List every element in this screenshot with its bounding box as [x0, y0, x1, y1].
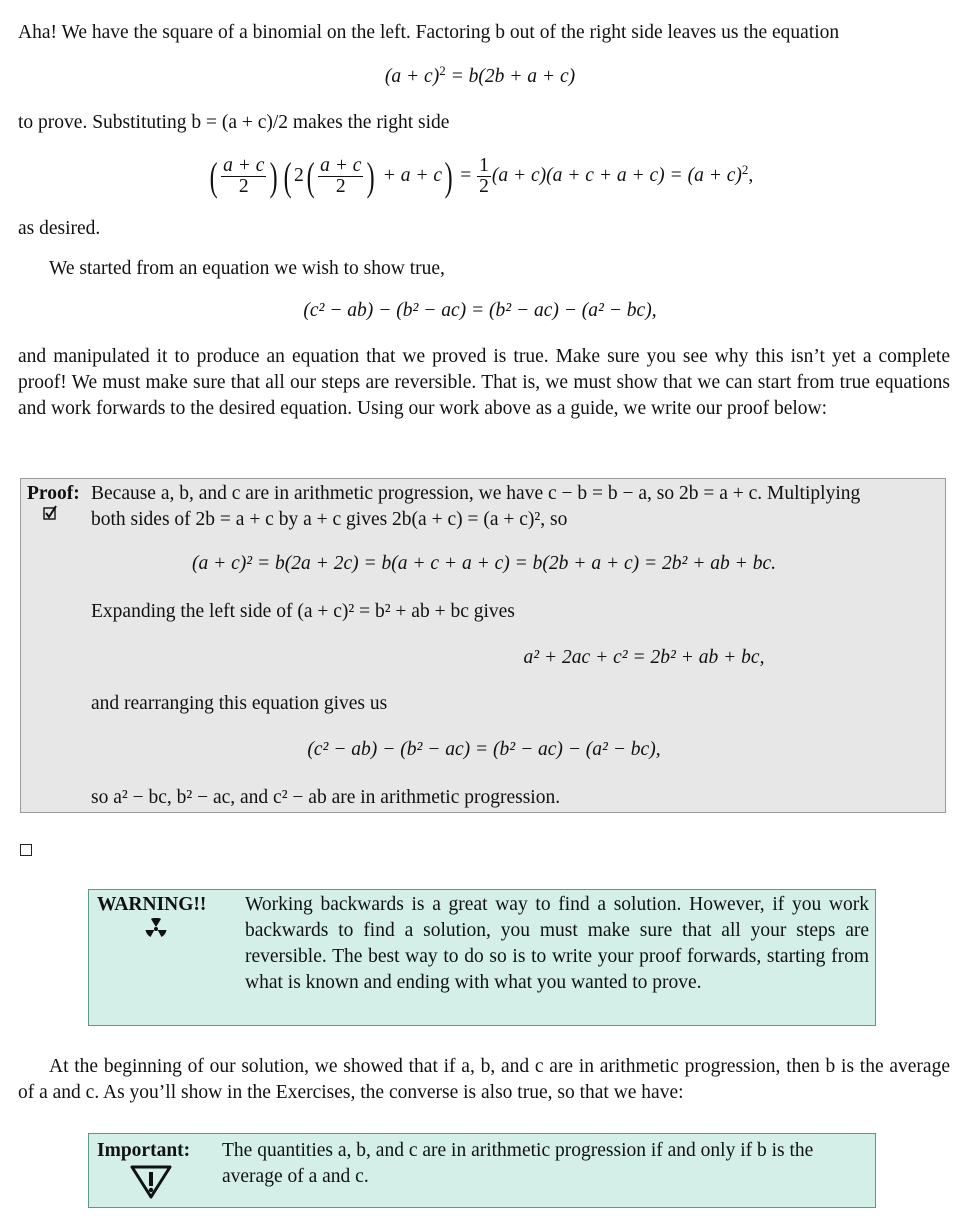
started-paragraph: We started from an equation we wish to show true,: [49, 258, 445, 279]
important-text: The quantities a, b, and c are in arithmetic progression if and only if b is the average of a and c.: [222, 1140, 814, 1187]
proof-box: [20, 478, 946, 813]
converse-paragraph: At the beginning of our solution, we showed that if a, b, and c are in arithmetic progression, then b is the average of a and c. As you’ll show in the Exercises, the converse is also true, so that we have:: [18, 1056, 950, 1103]
proof-equation: a² + 2ac + c² = 2b² + ab + bc,: [523, 647, 765, 668]
equation-binomial: [0, 64, 960, 90]
proof-line: Because a, b, and c are in arithmetic progression, we have c − b = b − a, so 2b = a + c. Multiplying: [91, 483, 861, 504]
equation-exponent: 2: [439, 63, 446, 78]
exclamation-triangle-icon: [129, 1164, 173, 1200]
important-box: [88, 1133, 876, 1208]
fraction-half: $\frac{1}{2}$: [479, 155, 489, 198]
warning-text: Working backwards is a great way to find a solution. However, if you work backwards to find a solution, you must make sure that all your steps are reversible. The best way to do so is to write your proof forwards, starting from what is known and ending with what you wanted to prove.: [245, 894, 869, 993]
warning-box: [88, 889, 876, 1026]
reversible-paragraph: and manipulated it to produce an equation that we proved is true. Make sure you see why this isn’t yet a complete proof! We must make sure that all our steps are reversible. That is, we must show that we can start from true equations and work forwards to the desired equation. Using our work above as a guide, we write our proof below:: [18, 346, 950, 419]
fraction: $\frac{a + c}{2}$: [320, 155, 362, 198]
proof-equation: (a + c)² = b(2a + 2c) = b(a + c + a + c) = b(2b + a + c) = 2b² + ab + bc.: [191, 553, 776, 574]
radiation-icon: [145, 918, 167, 938]
qed-square-icon: [20, 844, 32, 856]
fraction: $\frac{a + c}{2}$: [223, 155, 265, 198]
equation-target: (c² − ab) − (b² − ac) = (b² − ac) − (a² − bc),: [303, 300, 657, 321]
proof-line: so a² − bc, b² − ac, and c² − ab are in arithmetic progression.: [91, 787, 561, 808]
proof-line: Expanding the left side of (a + c)² = b² + ab + bc gives: [91, 601, 515, 622]
equation-middle: + a + c: [382, 165, 443, 186]
checkmark-icon: [43, 505, 57, 521]
conclusion-paragraph: as desired.: [18, 218, 101, 239]
equation-lhs: (a + c): [384, 66, 440, 87]
warning-title: WARNING!!: [97, 894, 207, 915]
substitution-paragraph: to prove. Substituting b = (a + c)/2 makes the right side: [18, 112, 450, 133]
proof-line: and rearranging this equation gives us: [91, 693, 388, 714]
proof-equation: (c² − ab) − (b² − ac) = (b² − ac) − (a² − bc),: [307, 739, 661, 760]
equation-substitution: ( $\frac{a + c}{2}$ ) ( 2( $\frac{a + c}{2}$ ) + a + c) = $\frac{1}{2}$ $(a + c)(a + c + a + c) = (a + c)^2$,: [209, 153, 754, 199]
important-title: Important:: [97, 1140, 191, 1161]
intro-paragraph: Aha! We have the square of a binomial on the left. Factoring b out of the right side leaves us the equation: [18, 22, 840, 43]
equation-tail: (a + c)(a + c + a + c) = (a + c): [491, 165, 742, 186]
proof-label: Proof:: [27, 483, 80, 504]
equation-rhs: = b(2b + a + c): [445, 66, 576, 87]
proof-line: both sides of 2b = a + c by a + c gives 2b(a + c) = (a + c)², so: [91, 509, 568, 530]
